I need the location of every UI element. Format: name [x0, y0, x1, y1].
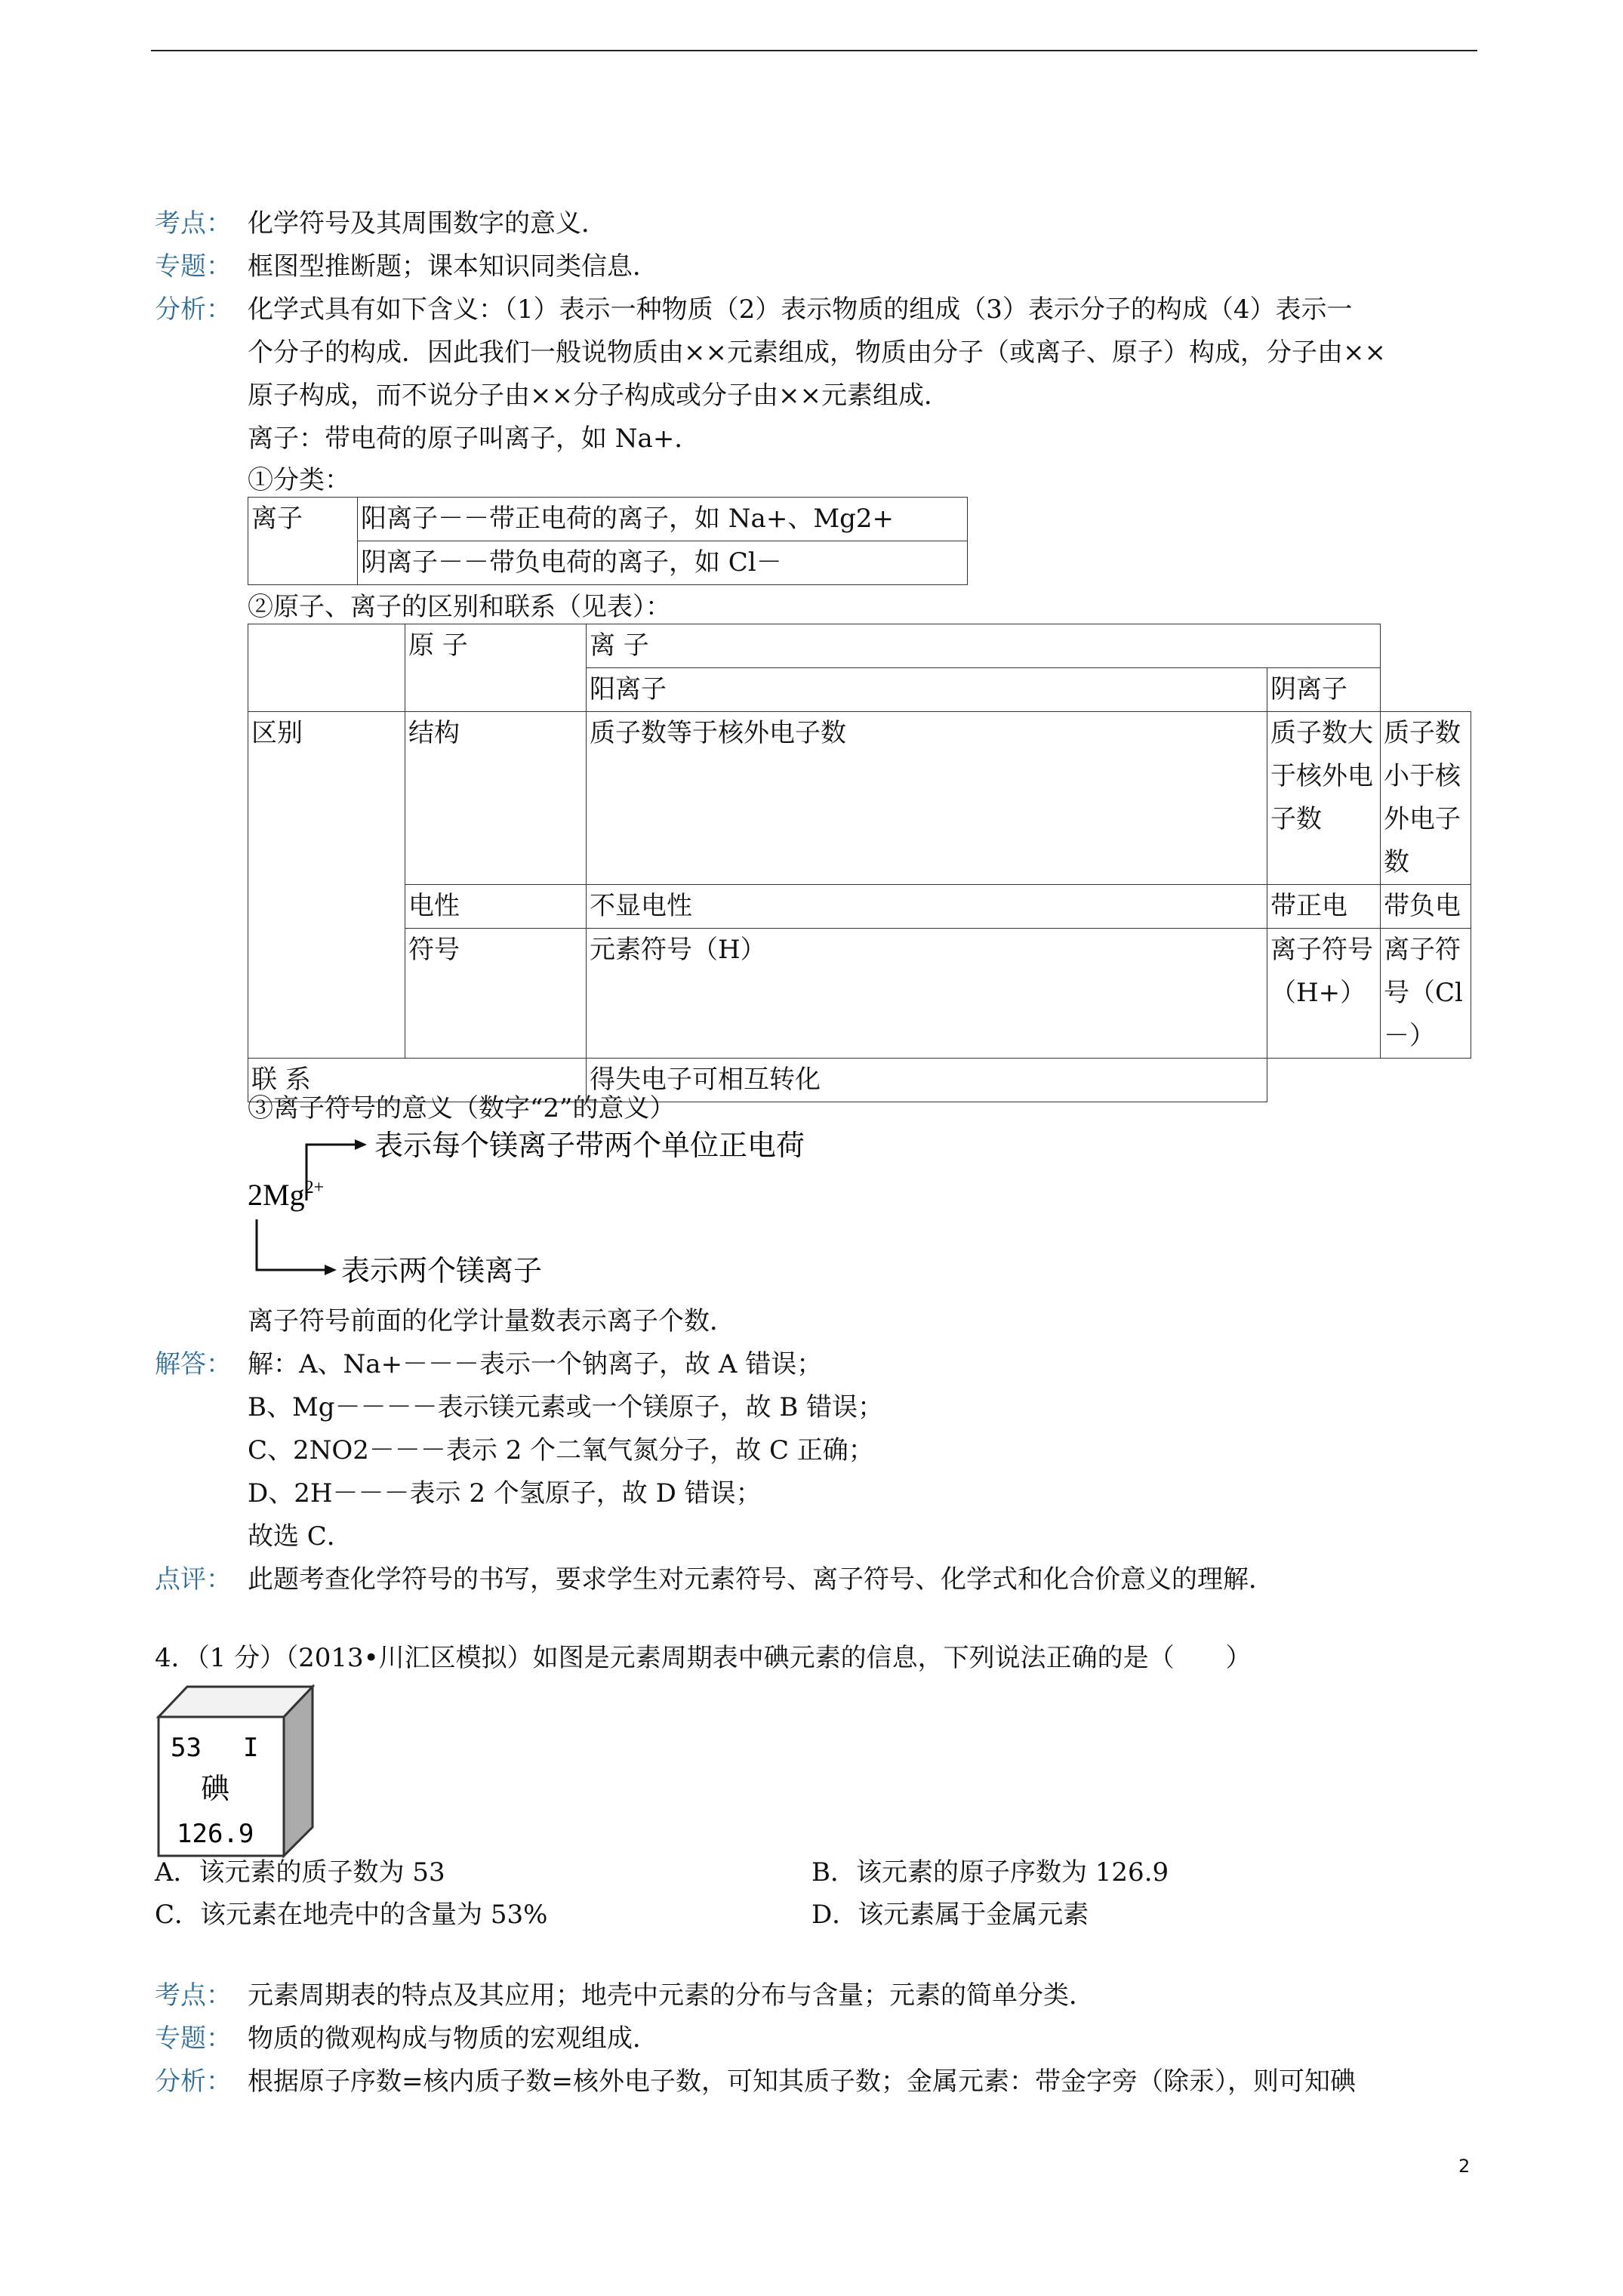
qubie-title: ②原子、离子的区别和联系（见表）：	[248, 592, 671, 622]
jieda-line-2: B、Mg－－－－表示镁元素或一个镁原子，故 B 错误；	[248, 1392, 884, 1422]
table2-jiegou: 结构	[405, 712, 587, 885]
element-mass: 126.9	[177, 1819, 254, 1849]
zhuanti-text: 框图型推断题；课本知识同类信息．	[248, 251, 658, 282]
fenlei-title: ①分类：	[248, 465, 350, 495]
jieda-label: 解答：	[155, 1349, 232, 1379]
jiliang-text: 离子符号前面的化学计量数表示离子个数．	[248, 1306, 735, 1336]
table2-fuhao-atom: 元素符号（H）	[587, 929, 1267, 1059]
page-number: 2	[1458, 2156, 1471, 2177]
element-name: 碘	[201, 1772, 230, 1805]
option-b: B．该元素的原子序数为 126.9	[812, 1857, 1169, 1888]
table2-lianxi: 联 系	[248, 1059, 587, 1102]
table2-dianxing-atom: 不显电性	[587, 885, 1267, 929]
fenxi-line-4: 离子：带电荷的原子叫离子，如 Na+．	[248, 424, 701, 454]
element-number: 53	[171, 1733, 202, 1763]
table2-lianxi-val: 得失电子可相互转化	[587, 1059, 1267, 1102]
table2-lizi: 离 子	[587, 624, 1381, 668]
table2-yanglizi: 阳离子	[587, 668, 1267, 712]
diagram-bottom-text: 表示两个镁离子	[341, 1254, 543, 1287]
jieda-line-5: 故选 C．	[248, 1521, 353, 1552]
jieda-line-1: 解：A、Na+－－－表示一个钠离子，故 A 错误；	[248, 1349, 823, 1379]
q4-fenxi-label: 分析：	[155, 2066, 232, 2097]
diagram-top-text: 表示每个镁离子带两个单位正电荷	[374, 1129, 805, 1162]
ion-symbol-diagram	[242, 1125, 861, 1306]
option-c: C．该元素在地壳中的含量为 53%	[155, 1900, 548, 1930]
table2-jiegou-cation: 质子数大于核外电子数	[1267, 712, 1381, 885]
atom-ion-table	[248, 624, 1471, 1102]
fenxi-label: 分析：	[155, 294, 232, 325]
element-symbol: I	[243, 1733, 259, 1763]
q4-kaodian-label: 考点：	[155, 1980, 232, 2011]
top-rule	[151, 50, 1477, 51]
table1-head: 离子	[248, 498, 358, 585]
q4-zhuanti-label: 专题：	[155, 2023, 232, 2054]
table2-dianxing: 电性	[405, 885, 587, 929]
table2-dianxing-cation: 带正电	[1267, 885, 1381, 929]
option-a: A．该元素的质子数为 53	[155, 1857, 445, 1888]
table2-jiegou-atom: 质子数等于核外电子数	[587, 712, 1267, 885]
yiyi-title: ③离子符号的意义（数字“2”的意义）	[248, 1093, 676, 1123]
fenxi-line-1: 化学式具有如下含义：（1）表示一种物质（2）表示物质的组成（3）表示分子的构成（4）表示一	[248, 294, 1353, 325]
table2-yuanzi: 原 子	[405, 624, 587, 712]
table2-fuhao: 符号	[405, 929, 587, 1059]
zhuanti-label: 专题：	[155, 251, 232, 282]
kaodian-label: 考点：	[155, 208, 232, 239]
iodine-element-card	[156, 1684, 322, 1859]
fenxi-line-3: 原子构成，而不说分子由××分子构成或分子由××元素组成．	[248, 381, 950, 411]
q4-stem: 4．（1 分）（2013•川汇区模拟）如图是元素周期表中碘元素的信息，下列说法正确的是（ ）	[155, 1643, 1252, 1673]
jieda-line-4: D、2H－－－表示 2 个氢原子，故 D 错误；	[248, 1478, 762, 1509]
table2-qubie: 区别	[248, 712, 405, 1059]
diagram-formula: $2Mg^{2+}$	[248, 1178, 325, 1212]
fenxi-line-2: 个分子的构成．因此我们一般说物质由××元素组成，物质由分子（或离子、原子）构成，分子由××	[248, 337, 1386, 368]
jieda-line-3: C、2NO2－－－表示 2 个二氧气氮分子，故 C 正确；	[248, 1435, 874, 1465]
table2-yinlizi: 阴离子	[1267, 668, 1381, 712]
q4-zhuanti-text: 物质的微观构成与物质的宏观组成．	[248, 2023, 658, 2054]
kaodian-text: 化学符号及其周围数字的意义．	[248, 208, 607, 239]
q4-fenxi-text: 根据原子序数=核内质子数=核外电子数，可知其质子数；金属元素：带金字旁（除汞），则可知碘	[248, 2066, 1356, 2097]
table1-cation: 阳离子－－带正电荷的离子，如 Na+、Mg2+	[358, 498, 968, 541]
table2-jiegou-anion: 质子数小于核外电子数	[1381, 712, 1471, 885]
dianping-label: 点评：	[155, 1564, 232, 1595]
table2-dianxing-anion: 带负电	[1381, 885, 1471, 929]
table1-anion: 阴离子－－带负电荷的离子，如 Cl－	[358, 541, 968, 585]
table2-corner	[248, 624, 405, 712]
dianping-text: 此题考查化学符号的书写，要求学生对元素符号、离子符号、化学式和化合价意义的理解．	[248, 1564, 1274, 1595]
table2-fuhao-cation: 离子符号（H+）	[1267, 929, 1381, 1059]
table2-fuhao-anion: 离子符号（Cl－）	[1381, 929, 1471, 1059]
ion-classification-table	[248, 497, 968, 585]
q4-kaodian-text: 元素周期表的特点及其应用；地壳中元素的分布与含量；元素的简单分类．	[248, 1980, 1095, 2011]
option-d: D．该元素属于金属元素	[812, 1900, 1089, 1930]
